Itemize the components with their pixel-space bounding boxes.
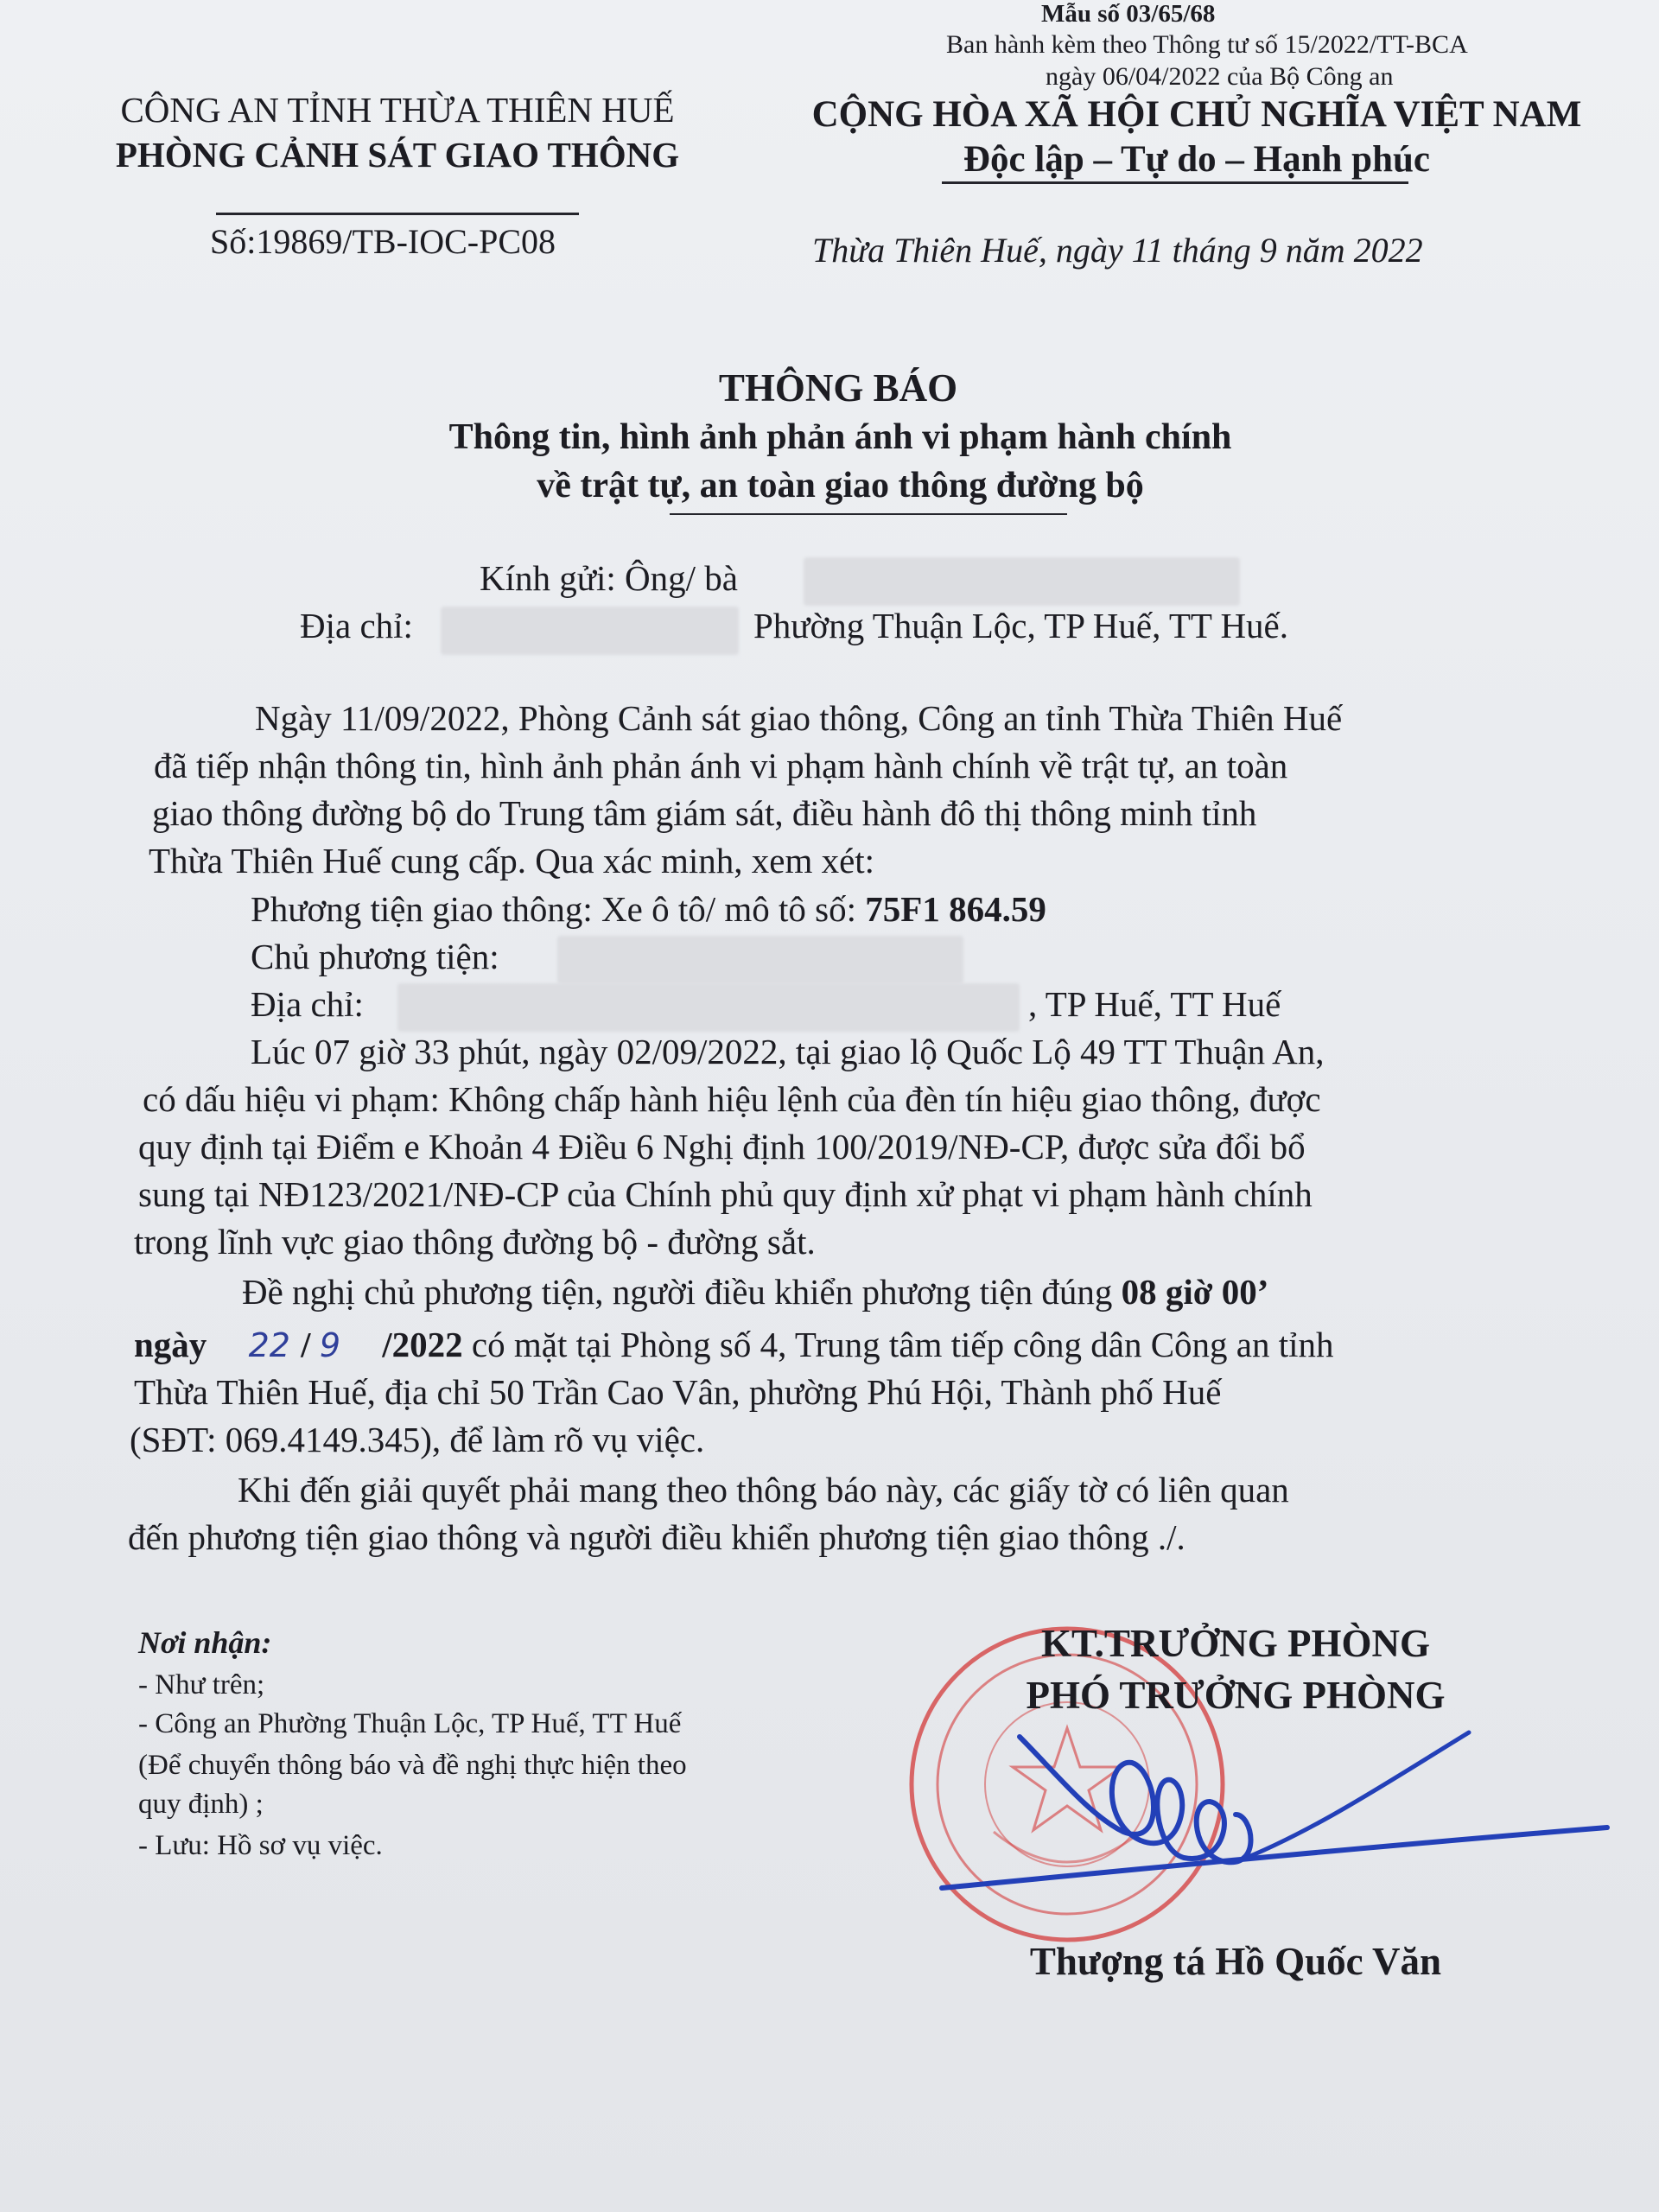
recipient-address-text: Phường Thuận Lộc, TP Huế, TT Huế. (753, 606, 1289, 645)
recipients-heading: Nơi nhận: (138, 1625, 272, 1660)
para1-line4: Thừa Thiên Huế cung cấp. Qua xác minh, xem xét: (149, 841, 875, 880)
summons-place: có mặt tại Phòng số 4, Trung tâm tiếp công dân Công an tỉnh (462, 1325, 1334, 1364)
violation-line1: Lúc 07 giờ 33 phút, ngày 02/09/2022, tại giao lộ Quốc Lộ 49 TT Thuận An, (251, 1032, 1325, 1071)
redacted-recipient-name (804, 557, 1240, 606)
summons-line4: (SĐT: 069.4149.345), để làm rõ vụ việc. (130, 1420, 705, 1459)
closing-line2: đến phương tiện giao thông và người điều khiển phương tiện giao thông ./. (128, 1517, 1185, 1557)
date-slash: / (301, 1325, 311, 1364)
redacted-owner-name (557, 936, 963, 984)
form-issuance-line-1: Ban hành kèm theo Thông tư số 15/2022/TT-BCA (946, 30, 1468, 59)
agency-underline (216, 213, 579, 215)
para1-line2: đã tiếp nhận thông tin, hình ảnh phản ánh vi phạm hành chính về trật tự, an toàn (154, 746, 1288, 785)
plate-number: 75F1 864.59 (865, 889, 1046, 929)
recipient-item-1: - Như trên; (138, 1669, 265, 1700)
summons-time: 08 giờ 00’ (1121, 1272, 1269, 1312)
national-title: CỘNG HÒA XÃ HỘI CHỦ NGHĨA VIỆT NAM (811, 94, 1582, 135)
handwritten-signature (907, 1711, 1616, 1936)
address-label: Địa chỉ: (300, 606, 413, 645)
national-motto: Độc lập – Tự do – Hạnh phúc (963, 139, 1430, 180)
para1-line1: Ngày 11/09/2022, Phòng Cảnh sát giao thông, Công an tỉnh Thừa Thiên Huế (255, 698, 1343, 738)
document-subtitle-1: Thông tin, hình ảnh phản ánh vi phạm hành chính (448, 417, 1232, 457)
redacted-owner-address (397, 983, 1020, 1032)
recipient-item-3a: (Để chuyển thông báo và đề nghị thực hiện theo (138, 1750, 687, 1781)
summons-line1 (242, 1271, 1268, 1313)
title-underline (670, 513, 1067, 515)
owner-label: Chủ phương tiện: (251, 937, 499, 976)
redacted-recipient-address (441, 607, 739, 655)
owner-address-label: Địa chỉ: (251, 984, 364, 1024)
agency-parent: CÔNG AN TỈNH THỪA THIÊN HUẾ (120, 90, 675, 130)
place-date: Thừa Thiên Huế, ngày 11 tháng 9 năm 2022 (812, 231, 1423, 270)
closing-line1: Khi đến giải quyết phải mang theo thông báo này, các giấy tờ có liên quan (238, 1470, 1289, 1510)
summons-line3: Thừa Thiên Huế, địa chỉ 50 Trần Cao Vân, phường Phú Hội, Thành phố Huế (134, 1372, 1222, 1412)
signer-name: Thượng tá Hồ Quốc Văn (1029, 1940, 1442, 1983)
form-number: Mẫu số 03/65/68 (1041, 0, 1216, 28)
signer-role-1: KT.TRƯỞNG PHÒNG (1041, 1622, 1430, 1665)
summons-line2 (134, 1324, 1334, 1365)
form-issuance-line-2: ngày 06/04/2022 của Bộ Công an (1046, 62, 1394, 91)
summons-text: Đề nghị chủ phương tiện, người điều khiển phương tiện đúng (242, 1272, 1122, 1312)
handwritten-day: 22 (248, 1326, 290, 1364)
document-number: Số:19869/TB-IOC-PC08 (210, 222, 556, 261)
owner-address-text: , TP Huế, TT Huế (1028, 984, 1281, 1024)
document-subtitle-2: về trật tự, an toàn giao thông đường bộ (537, 466, 1144, 505)
vehicle-line (251, 888, 1046, 930)
motto-underline (942, 181, 1408, 184)
recipient-item-2: - Công an Phường Thuận Lộc, TP Huế, TT Huế (138, 1708, 682, 1739)
para1-line3: giao thông đường bộ do Trung tâm giám sát, điều hành đô thị thông minh tỉnh (152, 793, 1257, 833)
agency-name: PHÒNG CẢNH SÁT GIAO THÔNG (115, 135, 680, 175)
vehicle-label: Phương tiện giao thông: Xe ô tô/ mô tô số: (251, 889, 866, 929)
recipient-item-3b: quy định) ; (138, 1789, 264, 1820)
recipient-item-4: - Lưu: Hồ sơ vụ việc. (138, 1830, 383, 1861)
summons-day-label: ngày (134, 1325, 207, 1364)
document-title: THÔNG BÁO (718, 366, 958, 410)
signer-role-2: PHÓ TRƯỞNG PHÒNG (1026, 1674, 1446, 1717)
recipient-label: Kính gửi: Ông/ bà (480, 558, 738, 598)
violation-line4: sung tại NĐ123/2021/NĐ-CP của Chính phủ quy định xử phạt vi phạm hành chính (138, 1174, 1313, 1214)
summons-year: /2022 (382, 1325, 463, 1364)
violation-line3: quy định tại Điểm e Khoản 4 Điều 6 Nghị định 100/2019/NĐ-CP, được sửa đổi bổ (138, 1127, 1306, 1166)
violation-line5: trong lĩnh vực giao thông đường bộ - đường sắt. (134, 1222, 816, 1262)
violation-line2: có dấu hiệu vi phạm: Không chấp hành hiệu lệnh của đèn tín hiệu giao thông, được (143, 1079, 1321, 1119)
handwritten-month: 9 (319, 1326, 341, 1364)
